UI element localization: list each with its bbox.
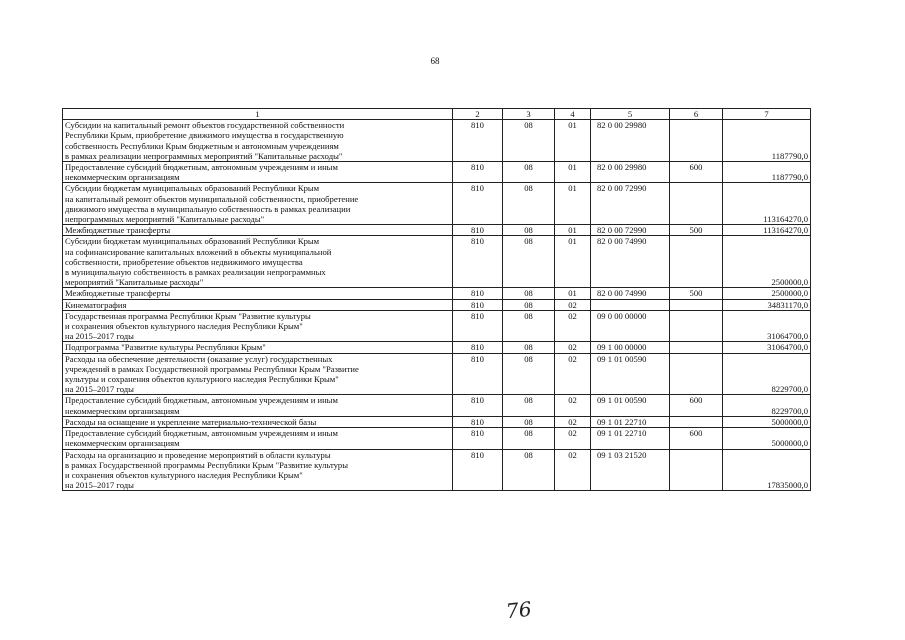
grbs-code-cell: 810 bbox=[453, 225, 503, 236]
expense-type-cell: 500 bbox=[670, 225, 723, 236]
page-number: 68 bbox=[430, 56, 440, 66]
expense-type-cell bbox=[670, 310, 723, 342]
section-code-cell: 08 bbox=[503, 449, 555, 491]
row-name-cell: Расходы на организацию и проведение мероприятий в области культуры в рамках Государственной программы Республики Крым "Развитие культуры и сохранения объектов культурного наследия Республики Крым" на 2015–2017 годы bbox=[63, 449, 453, 491]
amount-cell: 31064700,0 bbox=[723, 310, 811, 342]
grbs-code-cell: 810 bbox=[453, 120, 503, 162]
amount-cell: 2500000,0 bbox=[723, 236, 811, 288]
section-code-cell: 08 bbox=[503, 342, 555, 353]
amount-cell: 31064700,0 bbox=[723, 342, 811, 353]
table-row bbox=[63, 449, 811, 491]
table-header-row bbox=[63, 109, 811, 120]
section-code-cell: 08 bbox=[503, 416, 555, 427]
table-row bbox=[63, 428, 811, 449]
row-name-cell: Межбюджетные трансферты bbox=[63, 288, 453, 299]
grbs-code-cell: 810 bbox=[453, 183, 503, 225]
expense-type-cell: 600 bbox=[670, 162, 723, 183]
row-name-cell: Предоставление субсидий бюджетным, автономным учреждениям и иным некоммерческим организациям bbox=[63, 395, 453, 416]
grbs-code-cell: 810 bbox=[453, 416, 503, 427]
column-header: 7 bbox=[723, 109, 811, 120]
expense-type-cell bbox=[670, 299, 723, 310]
section-code-cell: 08 bbox=[503, 236, 555, 288]
row-name-cell: Субсидии бюджетам муниципальных образований Республики Крым на софинансирование капитальных вложений в объекты муниципальной собственности, приобретение объектов недвижимого имущества в муниципальную собственность в рамках реализации непрограммных мероприятий "Капитальные расходы" bbox=[63, 236, 453, 288]
row-name-cell: Расходы на оснащение и укрепление материально-технической базы bbox=[63, 416, 453, 427]
handwritten-signature: 76 bbox=[504, 596, 533, 624]
table-row bbox=[63, 395, 811, 416]
amount-cell: 1187790,0 bbox=[723, 120, 811, 162]
row-name-cell: Подпрограмма "Развитие культуры Республики Крым" bbox=[63, 342, 453, 353]
table-row bbox=[63, 416, 811, 427]
grbs-code-cell: 810 bbox=[453, 310, 503, 342]
expense-type-cell bbox=[670, 416, 723, 427]
row-name-cell: Субсидии бюджетам муниципальных образований Республики Крым на капитальный ремонт объектов муниципальной собственности, приобретение движимого имущества в муниципальную собственность в рамках реализации непрограммных мероприятий "Капитальные расходы" bbox=[63, 183, 453, 225]
amount-cell: 8229700,0 bbox=[723, 353, 811, 395]
subsection-code-cell: 02 bbox=[555, 449, 591, 491]
target-article-cell: 09 1 01 22710 bbox=[591, 428, 670, 449]
grbs-code-cell: 810 bbox=[453, 428, 503, 449]
subsection-code-cell: 02 bbox=[555, 428, 591, 449]
subsection-code-cell: 01 bbox=[555, 236, 591, 288]
expense-type-cell bbox=[670, 342, 723, 353]
grbs-code-cell: 810 bbox=[453, 162, 503, 183]
target-article-cell: 82 0 00 29980 bbox=[591, 162, 670, 183]
target-article-cell: 82 0 00 29980 bbox=[591, 120, 670, 162]
subsection-code-cell: 01 bbox=[555, 288, 591, 299]
section-code-cell: 08 bbox=[503, 120, 555, 162]
expense-type-cell bbox=[670, 449, 723, 491]
subsection-code-cell: 02 bbox=[555, 342, 591, 353]
subsection-code-cell: 01 bbox=[555, 225, 591, 236]
target-article-cell: 82 0 00 72990 bbox=[591, 183, 670, 225]
column-header: 3 bbox=[503, 109, 555, 120]
expense-type-cell bbox=[670, 183, 723, 225]
table-row bbox=[63, 183, 811, 225]
table-row bbox=[63, 225, 811, 236]
table-row bbox=[63, 310, 811, 342]
amount-cell: 113164270,0 bbox=[723, 183, 811, 225]
column-header: 2 bbox=[453, 109, 503, 120]
table-row bbox=[63, 342, 811, 353]
expense-type-cell bbox=[670, 236, 723, 288]
target-article-cell: 09 1 00 00000 bbox=[591, 342, 670, 353]
subsection-code-cell: 02 bbox=[555, 299, 591, 310]
subsection-code-cell: 01 bbox=[555, 120, 591, 162]
expense-type-cell: 500 bbox=[670, 288, 723, 299]
row-name-cell: Кинематография bbox=[63, 299, 453, 310]
column-header: 5 bbox=[591, 109, 670, 120]
grbs-code-cell: 810 bbox=[453, 236, 503, 288]
target-article-cell: 82 0 00 72990 bbox=[591, 225, 670, 236]
amount-cell: 1187790,0 bbox=[723, 162, 811, 183]
row-name-cell: Государственная программа Республики Крым "Развитие культуры и сохранения объектов культурного наследия Республики Крым" на 2015–2017 годы bbox=[63, 310, 453, 342]
section-code-cell: 08 bbox=[503, 310, 555, 342]
grbs-code-cell: 810 bbox=[453, 288, 503, 299]
section-code-cell: 08 bbox=[503, 353, 555, 395]
target-article-cell: 09 1 01 22710 bbox=[591, 416, 670, 427]
subsection-code-cell: 02 bbox=[555, 310, 591, 342]
grbs-code-cell: 810 bbox=[453, 395, 503, 416]
section-code-cell: 08 bbox=[503, 299, 555, 310]
row-name-cell: Предоставление субсидий бюджетным, автономным учреждениям и иным некоммерческим организациям bbox=[63, 428, 453, 449]
table-row bbox=[63, 353, 811, 395]
section-code-cell: 08 bbox=[503, 162, 555, 183]
column-header: 6 bbox=[670, 109, 723, 120]
expense-type-cell: 600 bbox=[670, 428, 723, 449]
subsection-code-cell: 02 bbox=[555, 395, 591, 416]
target-article-cell bbox=[591, 299, 670, 310]
target-article-cell: 09 1 01 00590 bbox=[591, 353, 670, 395]
subsection-code-cell: 01 bbox=[555, 183, 591, 225]
table-row bbox=[63, 299, 811, 310]
table-row bbox=[63, 236, 811, 288]
row-name-cell: Межбюджетные трансферты bbox=[63, 225, 453, 236]
table-row bbox=[63, 288, 811, 299]
grbs-code-cell: 810 bbox=[453, 342, 503, 353]
section-code-cell: 08 bbox=[503, 225, 555, 236]
grbs-code-cell: 810 bbox=[453, 449, 503, 491]
grbs-code-cell: 810 bbox=[453, 299, 503, 310]
section-code-cell: 08 bbox=[503, 395, 555, 416]
budget-table bbox=[62, 108, 811, 491]
target-article-cell: 82 0 00 74990 bbox=[591, 288, 670, 299]
target-article-cell: 82 0 00 74990 bbox=[591, 236, 670, 288]
amount-cell: 5000000,0 bbox=[723, 416, 811, 427]
amount-cell: 34831170,0 bbox=[723, 299, 811, 310]
expense-type-cell bbox=[670, 353, 723, 395]
target-article-cell: 09 1 01 00590 bbox=[591, 395, 670, 416]
subsection-code-cell: 02 bbox=[555, 416, 591, 427]
section-code-cell: 08 bbox=[503, 288, 555, 299]
grbs-code-cell: 810 bbox=[453, 353, 503, 395]
amount-cell: 17835000,0 bbox=[723, 449, 811, 491]
column-header: 4 bbox=[555, 109, 591, 120]
table-row bbox=[63, 162, 811, 183]
expense-type-cell: 600 bbox=[670, 395, 723, 416]
row-name-cell: Расходы на обеспечение деятельности (оказание услуг) государственных учреждений в рамках Государственной программы Республики Крым "Развитие культуры и сохранения объектов культурного наследия Республики Крым" на 2015–2017 годы bbox=[63, 353, 453, 395]
amount-cell: 5000000,0 bbox=[723, 428, 811, 449]
target-article-cell: 09 0 00 00000 bbox=[591, 310, 670, 342]
row-name-cell: Предоставление субсидий бюджетным, автономным учреждениям и иным некоммерческим организациям bbox=[63, 162, 453, 183]
section-code-cell: 08 bbox=[503, 183, 555, 225]
row-name-cell: Субсидии на капитальный ремонт объектов государственной собственности Республики Крым, приобретение движимого имущества в государственную собственность Республики Крым бюджетным и автономным учреждениям в рамках реализации непрограммных мероприятий "Капитальные расходы" bbox=[63, 120, 453, 162]
subsection-code-cell: 02 bbox=[555, 353, 591, 395]
target-article-cell: 09 1 03 21520 bbox=[591, 449, 670, 491]
table-row bbox=[63, 120, 811, 162]
section-code-cell: 08 bbox=[503, 428, 555, 449]
amount-cell: 2500000,0 bbox=[723, 288, 811, 299]
amount-cell: 8229700,0 bbox=[723, 395, 811, 416]
amount-cell: 113164270,0 bbox=[723, 225, 811, 236]
subsection-code-cell: 01 bbox=[555, 162, 591, 183]
column-header: 1 bbox=[63, 109, 453, 120]
expense-type-cell bbox=[670, 120, 723, 162]
